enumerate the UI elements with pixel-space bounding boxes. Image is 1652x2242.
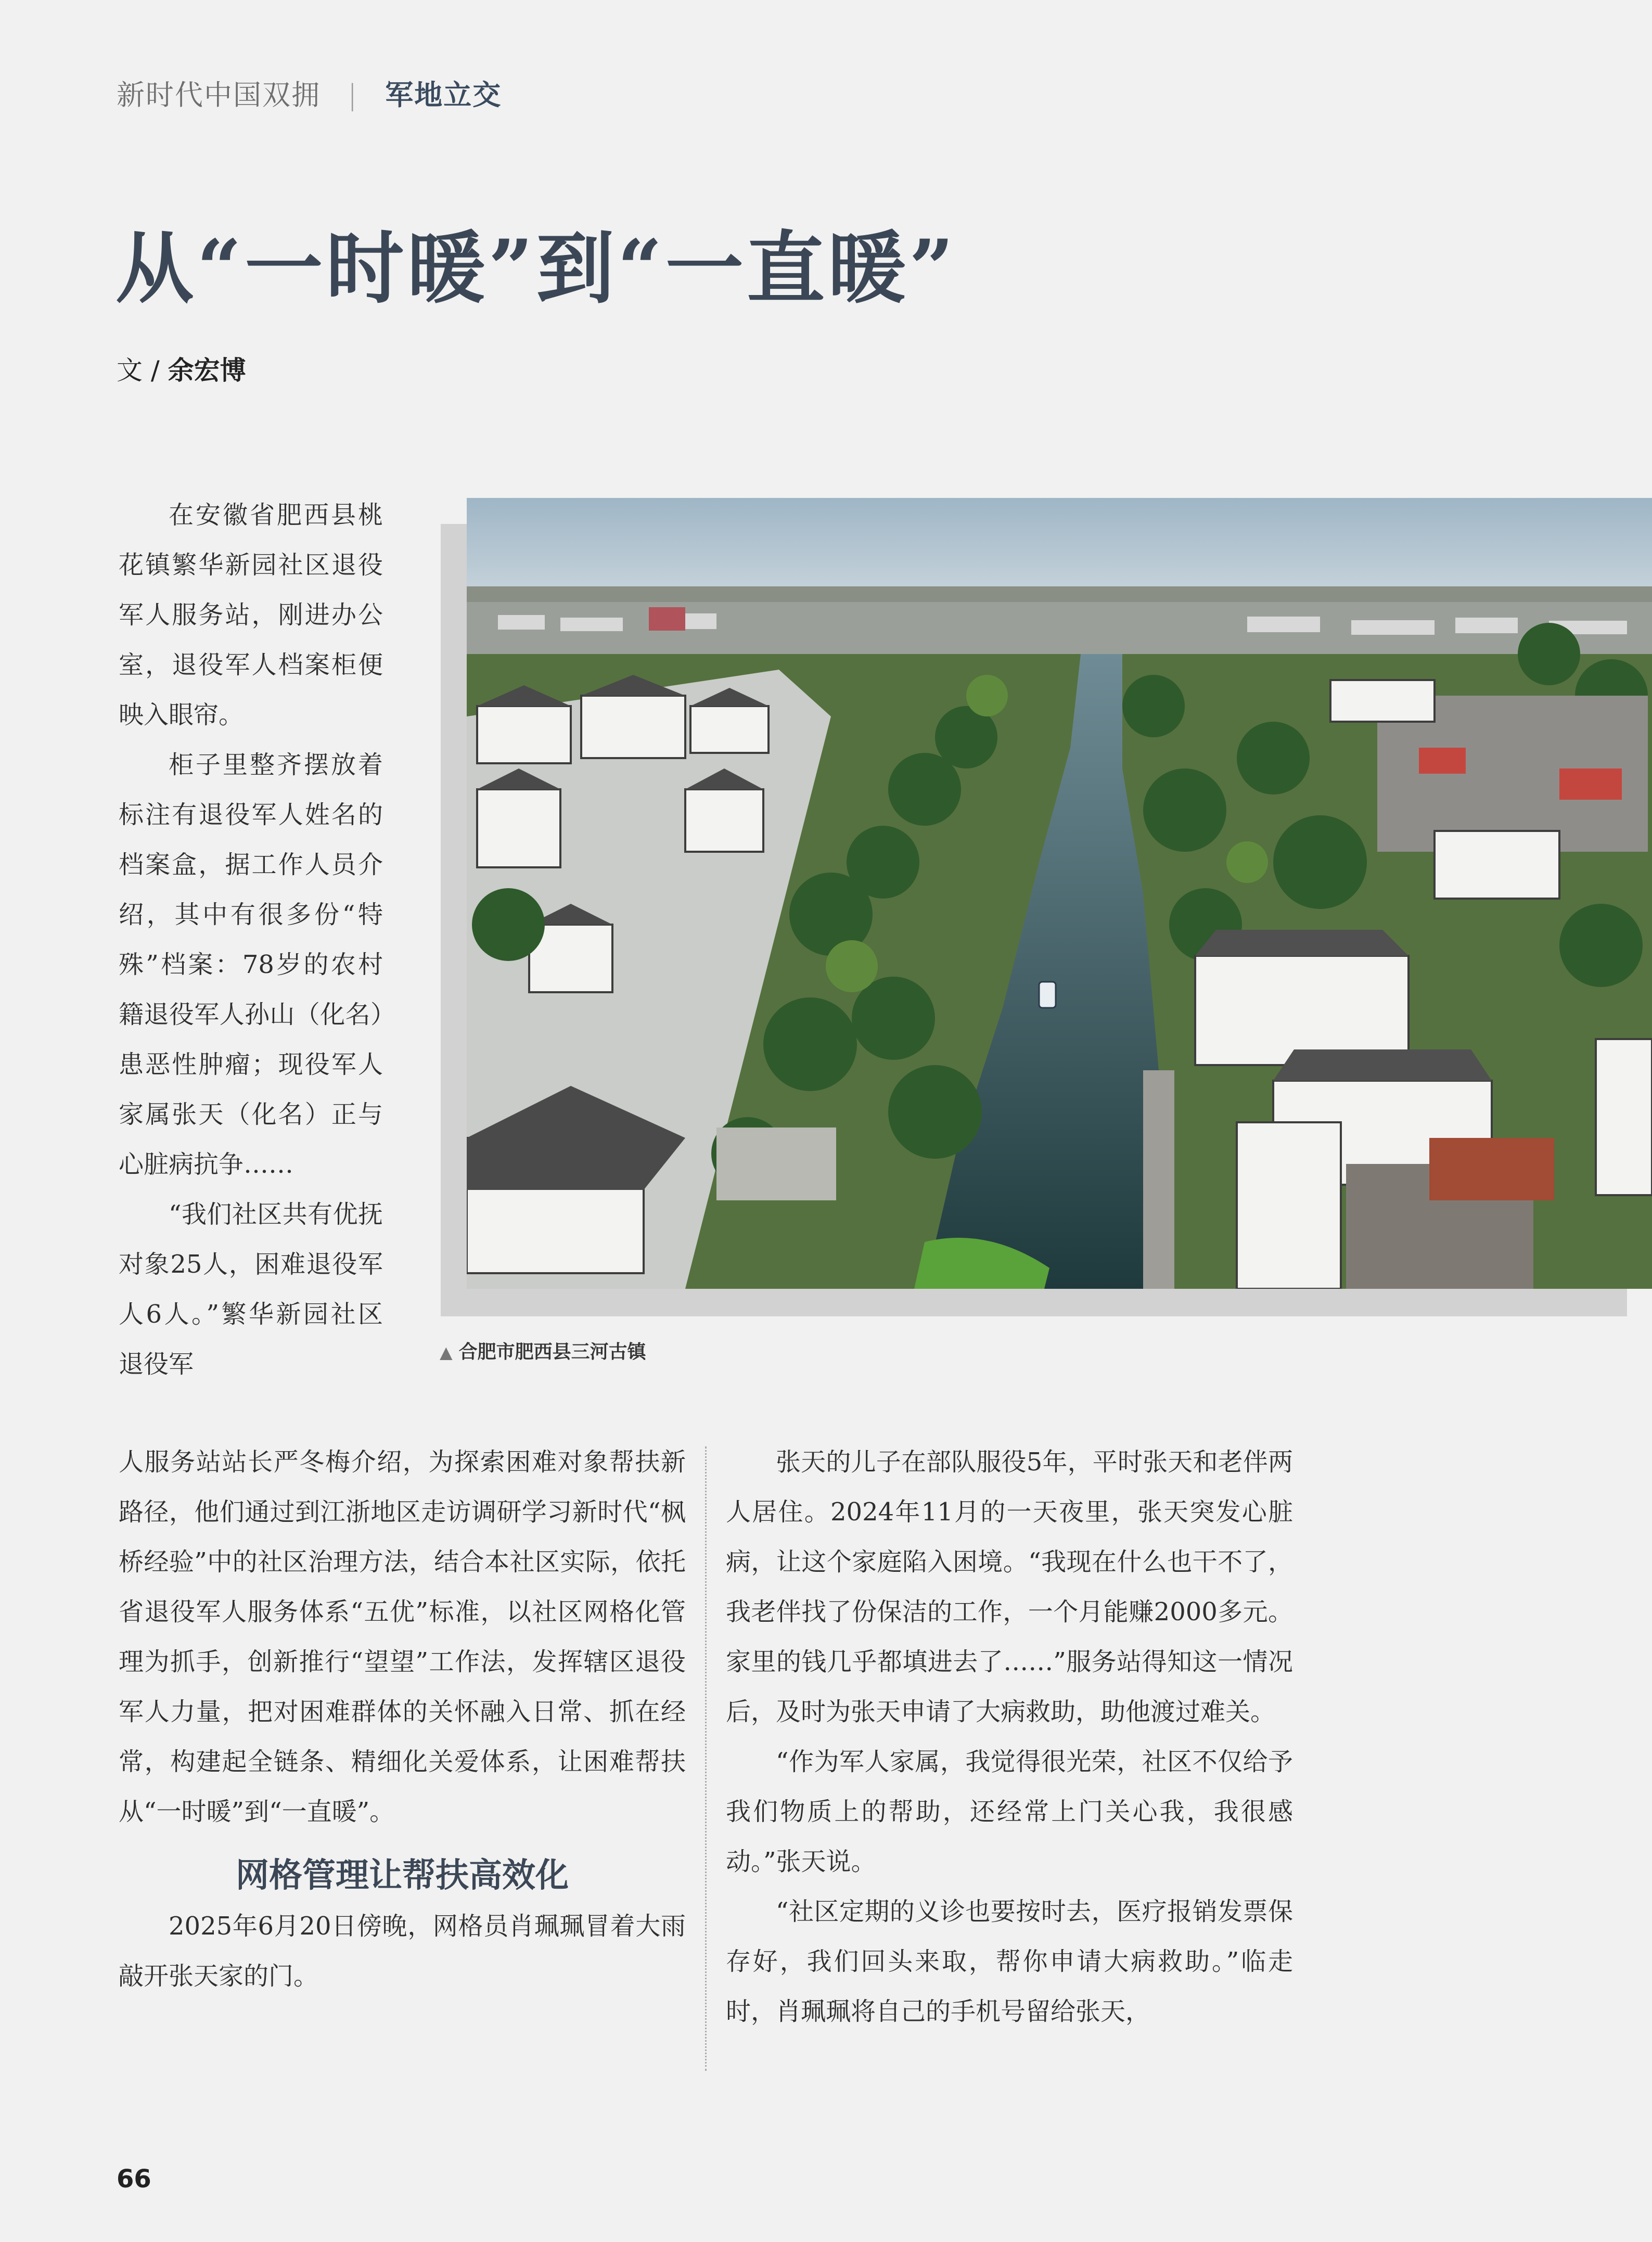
paragraph-7: “社区定期的义诊也要按时去，医疗报销发票保存好，我们回头来取，帮你申请大病救助。”临走时，肖珮珮将自己的手机号留给张天， <box>726 1897 1293 2026</box>
header-separator: | <box>348 79 358 111</box>
page-number: 66 <box>117 2164 151 2194</box>
article-title: 从“一时暖”到“一直暖” <box>116 223 957 314</box>
section-heading: 网格管理让帮扶高效化 <box>236 1856 569 1895</box>
paragraph-1: 在安徽省肥西县桃花镇繁华新园社区退役军人服务站，刚进办公室，退役军人档案柜便映入眼帘。 <box>119 501 383 729</box>
author-name: 余宏博 <box>168 355 246 386</box>
paragraph-2: 柜子里整齐摆放着标注有退役军人姓名的档案盒，据工作人员介绍，其中有很多份“特殊”档案：78岁的农村籍退役军人孙山（化名）患恶性肿瘤；现役军人家属张天（化名）正与心脏病抗争…… <box>119 750 383 1179</box>
header-series: 新时代中国双拥 <box>117 79 321 111</box>
byline-prefix: 文 / <box>117 355 168 386</box>
running-header <box>117 73 502 113</box>
aerial-photo <box>467 498 1652 1289</box>
paragraph-3-continued: 人服务站站长严冬梅介绍，为探索困难对象帮扶新路径，他们通过到江浙地区走访调研学习新时代“枫桥经验”中的社区治理方法，结合本社区实际，依托省退役军人服务体系“五优”标准，以社区网格化管理为抓手，创新推行“望望”工作法，发挥辖区退役军人力量，把对困难群体的关怀融入日常、抓在经常，构建起全链条、精细化关爱体系，让困难帮扶从“一时暖”到“一直暖”。 <box>119 1447 686 1826</box>
paragraph-3-start: “我们社区共有优抚对象25人，困难退役军人6人。”繁华新园社区退役军 <box>119 1200 383 1379</box>
paragraph-5: 张天的儿子在部队服役5年，平时张天和老伴两人居住。2024年11月的一天夜里，张天突发心脏病，让这个家庭陷入困境。“我现在什么也干不了，我老伴找了份保洁的工作，一个月能赚2000多元。家里的钱几乎都填进去了……”服务站得知这一情况后，及时为张天申请了大病救助，助他渡过难关。 <box>726 1447 1293 1726</box>
header-section: 军地立交 <box>385 79 502 111</box>
column-divider <box>705 1446 707 2071</box>
paragraph-4: 2025年6月20日傍晚，网格员肖珮珮冒着大雨敲开张天家的门。 <box>119 1912 686 1991</box>
paragraph-6: “作为军人家属，我觉得很光荣，社区不仅给予我们物质上的帮助，还经常上门关心我，我很感动。”张天说。 <box>726 1747 1293 1876</box>
byline <box>117 350 246 387</box>
aerial-town-illustration <box>467 498 1652 1289</box>
photo-caption <box>440 1337 646 1364</box>
right-column <box>726 1437 1293 2036</box>
left-column <box>119 1437 686 2001</box>
narrow-column <box>119 490 383 1389</box>
caption-marker: ▲ <box>440 1342 453 1362</box>
caption-text: 合肥市肥西县三河古镇 <box>458 1341 646 1363</box>
